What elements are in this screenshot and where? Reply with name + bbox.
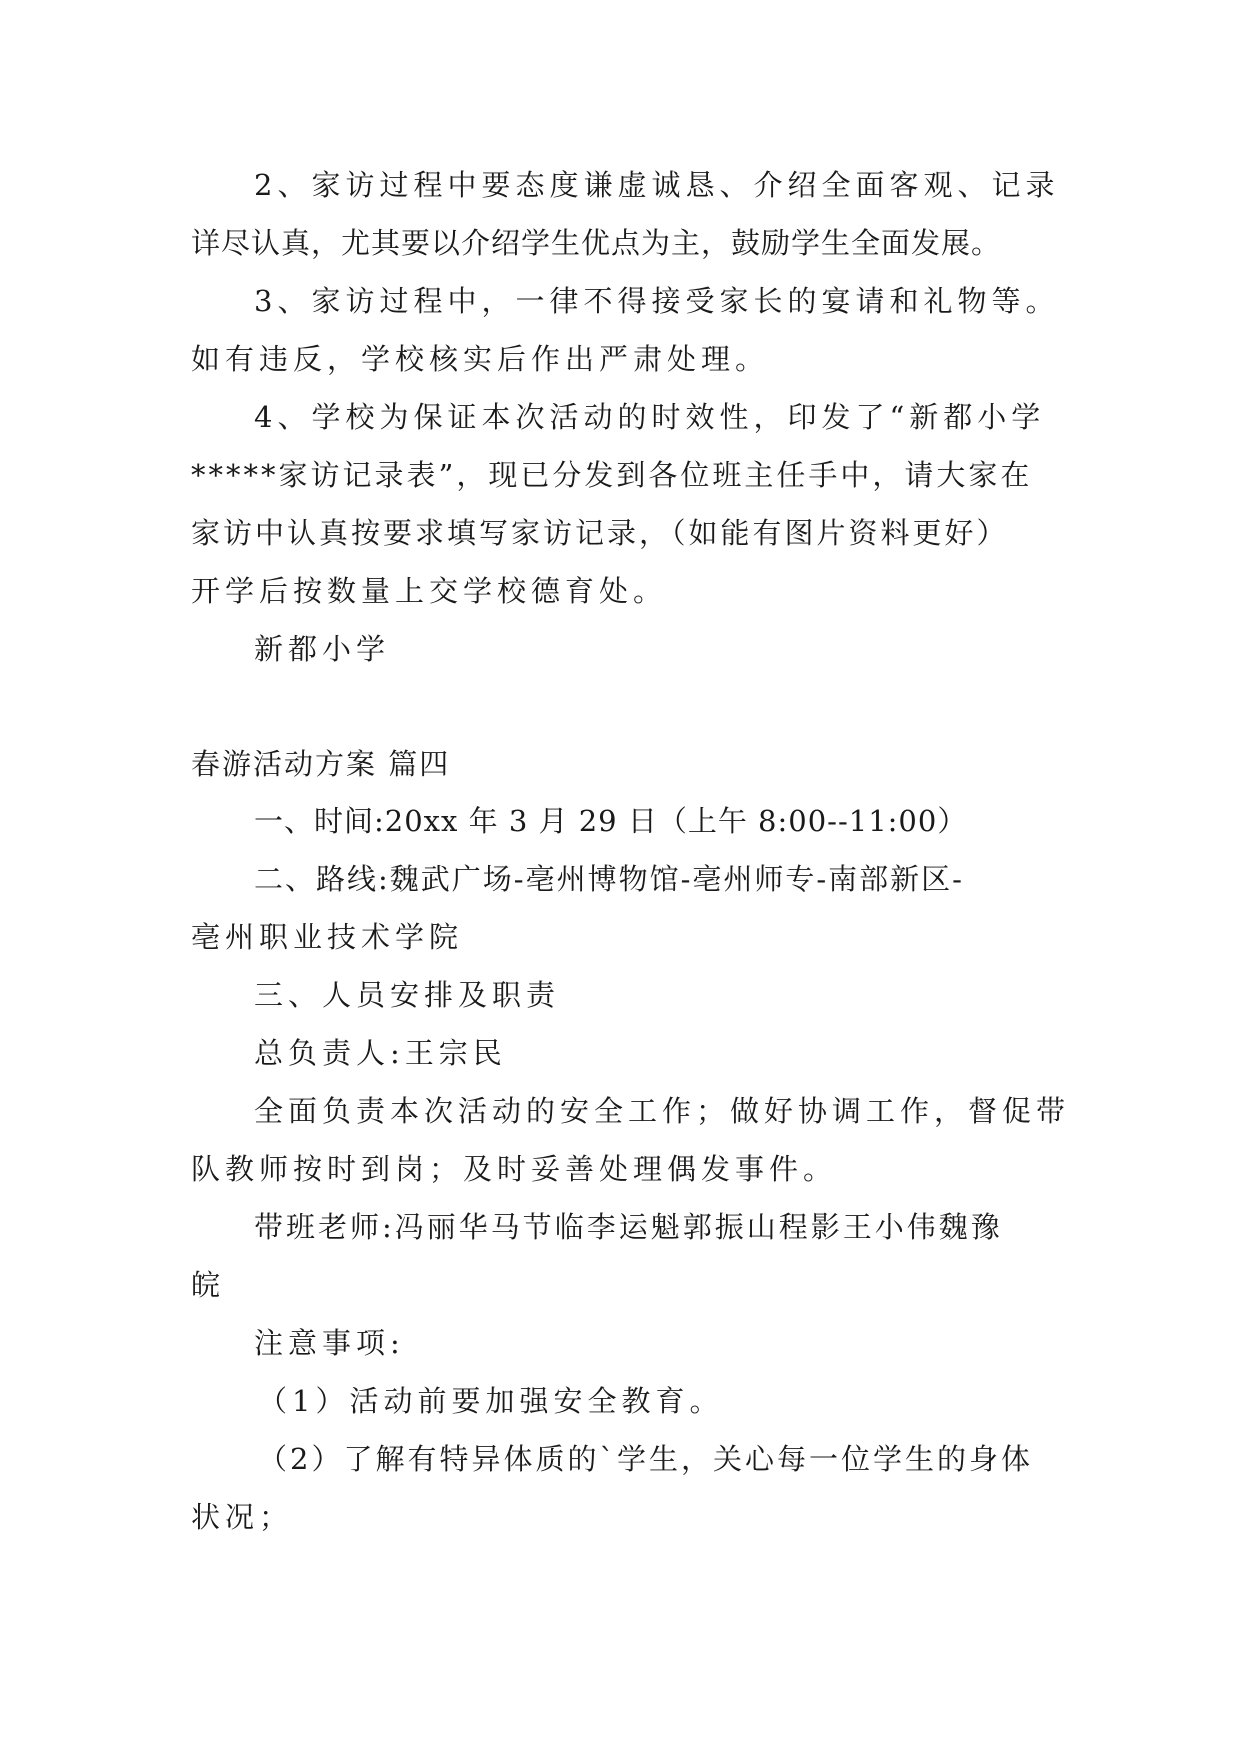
- duty-line-continued: 队教师按时到岗；及时妥善处理偶发事件。: [191, 1152, 838, 1186]
- paragraph-line: 4、学校为保证本次活动的时效性，印发了“新都小学: [254, 400, 1046, 434]
- duty-line: 全面负责本次活动的安全工作；做好协调工作，督促带: [254, 1094, 1071, 1128]
- signature-school: 新都小学: [254, 632, 391, 666]
- paragraph-line: *****家访记录表”，现已分发到各位班主任手中，请大家在: [191, 458, 1033, 492]
- route-line: 二、路线:魏武广场-亳州博物馆-亳州师专-南部新区-: [254, 862, 964, 896]
- paragraph-line: 3、家访过程中，一律不得接受家长的宴请和礼物等。: [254, 284, 1060, 318]
- staff-heading: 三、人员安排及职责: [254, 978, 561, 1012]
- paragraph-line: 家访中认真按要求填写家访记录，（如能有图片资料更好）: [191, 516, 1009, 550]
- section-title: 春游活动方案 篇四: [191, 747, 451, 781]
- note-item-1: （1）活动前要加强安全教育。: [258, 1384, 724, 1418]
- chief-line: 总负责人:王宗民: [254, 1036, 507, 1070]
- time-line: 一、时间:20xx 年 3 月 29 日（上午 8:00--11:00）: [254, 804, 968, 838]
- note-item-2: （2）了解有特异体质的`学生，关心每一位学生的身体: [258, 1442, 1033, 1476]
- teachers-line-continued: 皖: [191, 1268, 226, 1302]
- paragraph-line: 如有违反，学校核实后作出严肃处理。: [191, 342, 770, 376]
- paragraph-line: 详尽认真，尤其要以介绍学生优点为主，鼓励学生全面发展。: [191, 226, 1002, 260]
- paragraph-line: 开学后按数量上交学校德育处。: [191, 574, 668, 608]
- note-item-2-continued: 状况；: [191, 1500, 294, 1534]
- notes-heading: 注意事项:: [254, 1326, 405, 1360]
- teachers-line: 带班老师:冯丽华马节临李运魁郭振山程影王小伟魏豫: [254, 1210, 1003, 1244]
- paragraph-line: 2、家访过程中要态度谦虚诚恳、介绍全面客观、记录: [254, 168, 1060, 202]
- route-line-continued: 亳州职业技术学院: [191, 920, 464, 954]
